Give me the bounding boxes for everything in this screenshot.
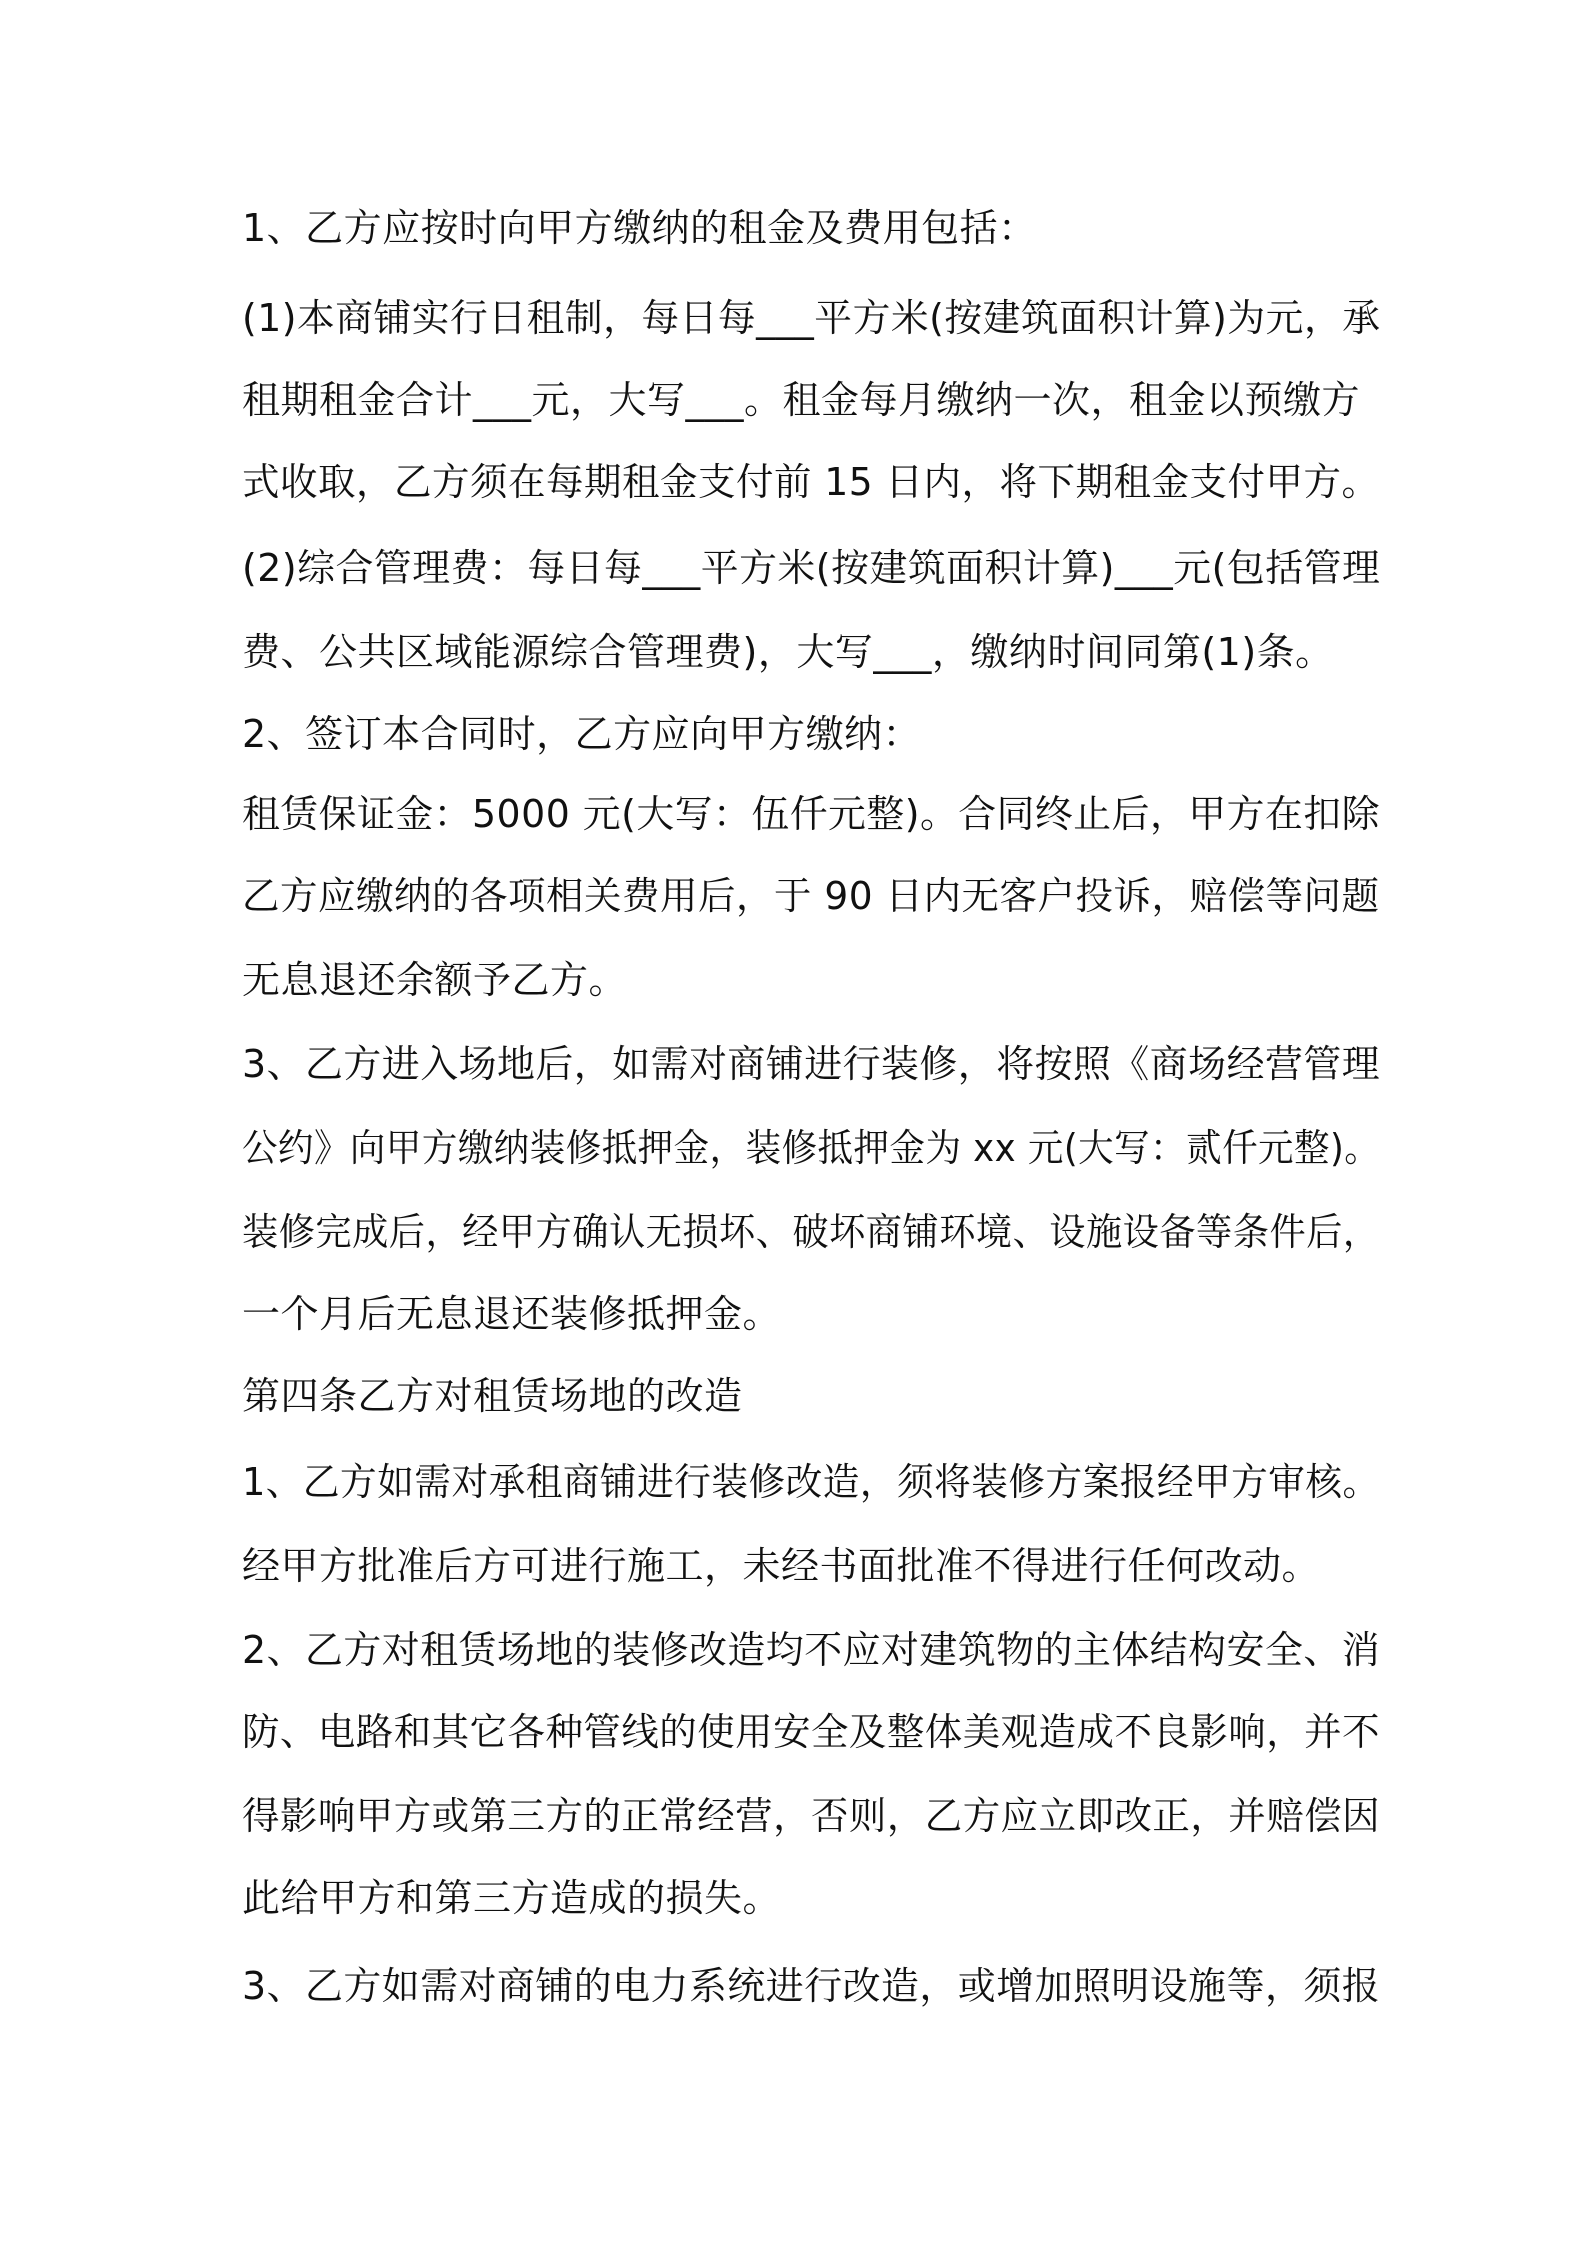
text-line-10: 无息退还余额予乙方。: [242, 958, 628, 1002]
text-line-22: 3、乙方如需对商铺的电力系统进行改造，或增加照明设施等，须报: [242, 1964, 1381, 2008]
text-line-2: (1)本商铺实行日租制，每日每___平方米(按建筑面积计算)为元，承: [242, 296, 1381, 340]
text-line-14: 一个月后无息退还装修抵押金。: [242, 1292, 782, 1336]
text-line-13: 装修完成后，经甲方确认无损坏、破坏商铺环境、设施设备等条件后，: [242, 1210, 1380, 1254]
text-line-9: 乙方应缴纳的各项相关费用后，于 90 日内无客户投诉，赔偿等问题: [242, 874, 1380, 918]
text-line-8: 租赁保证金：5000 元(大写：伍仟元整)。合同终止后，甲方在扣除: [242, 792, 1380, 836]
text-line-3: 租期租金合计___元，大写___。租金每月缴纳一次，租金以预缴方: [242, 378, 1361, 422]
text-line-1: 1、乙方应按时向甲方缴纳的租金及费用包括：: [242, 206, 1037, 250]
section-heading: 第四条乙方对租赁场地的改造: [242, 1374, 743, 1418]
text-line-16: 1、乙方如需对承租商铺进行装修改造，须将装修方案报经甲方审核。: [242, 1460, 1380, 1504]
text-line-4: 式收取，乙方须在每期租金支付前 15 日内，将下期租金支付甲方。: [242, 460, 1380, 504]
text-line-20: 得影响甲方或第三方的正常经营，否则，乙方应立即改正，并赔偿因: [242, 1794, 1381, 1838]
text-line-18: 2、乙方对租赁场地的装修改造均不应对建筑物的主体结构安全、消: [242, 1628, 1381, 1672]
text-line-19: 防、电路和其它各种管线的使用安全及整体美观造成不良影响，并不: [242, 1710, 1381, 1754]
text-line-21: 此给甲方和第三方造成的损失。: [242, 1876, 782, 1920]
text-line-5: (2)综合管理费：每日每___平方米(按建筑面积计算)___元(包括管理: [242, 546, 1381, 590]
text-line-11: 3、乙方进入场地后，如需对商铺进行装修，将按照《商场经营管理: [242, 1042, 1381, 1086]
text-line-6: 费、公共区域能源综合管理费)，大写___，缴纳时间同第(1)条。: [242, 630, 1334, 674]
text-line-12: 公约》向甲方缴纳装修抵押金，装修抵押金为 xx 元(大写：贰仟元整)。: [242, 1126, 1381, 1170]
text-line-7: 2、签订本合同时，乙方应向甲方缴纳：: [242, 712, 922, 756]
text-line-17: 经甲方批准后方可进行施工，未经书面批准不得进行任何改动。: [242, 1544, 1321, 1588]
